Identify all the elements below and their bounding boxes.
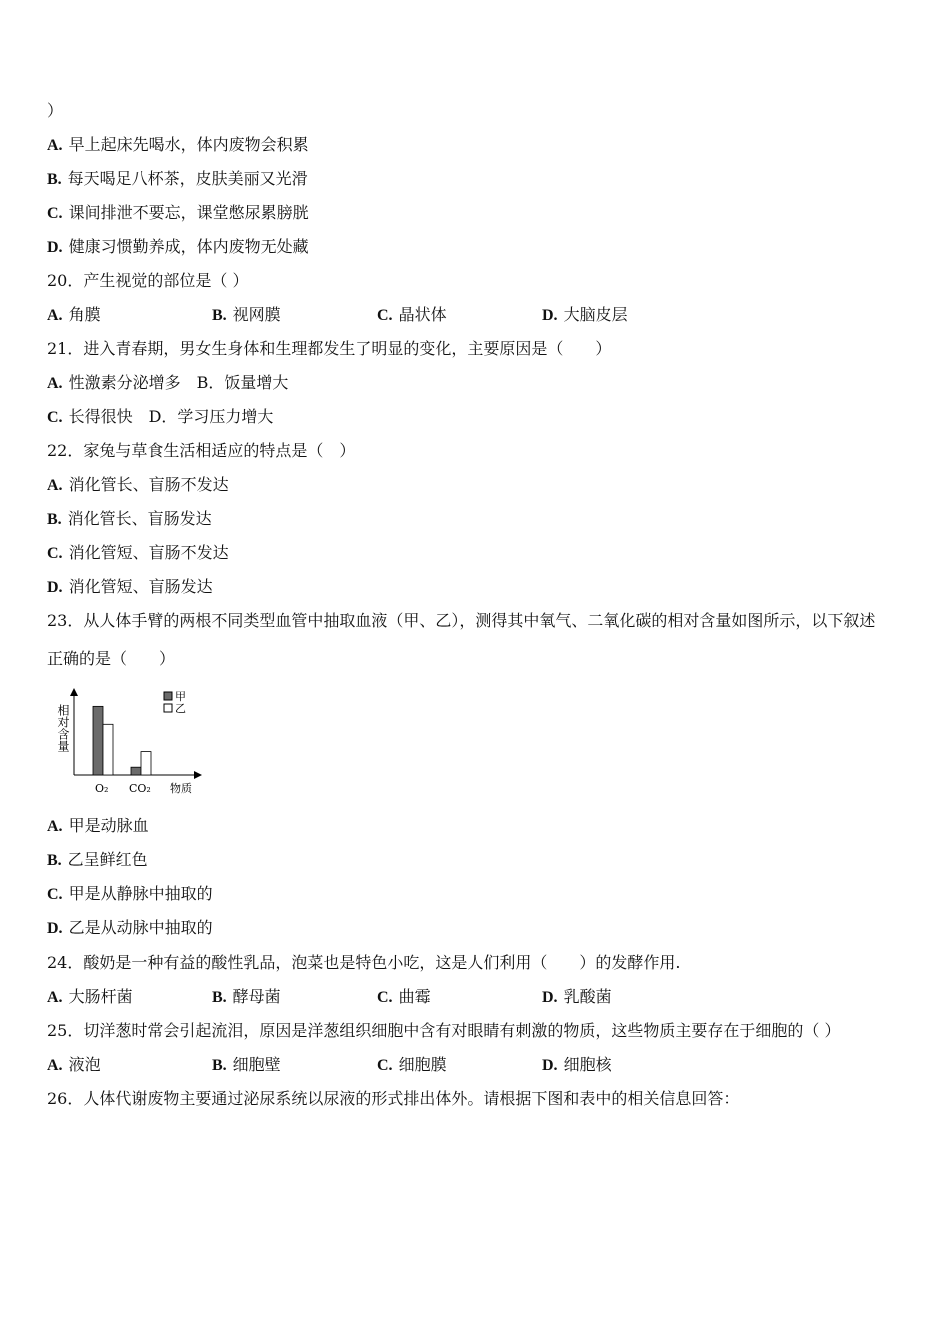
option-label: A. [47,307,63,324]
line-text: 24．酸奶是一种有益的酸性乳品，泡菜也是特色小吃，这是人们利用（ ）的发酵作用. [47,953,681,972]
question-text [47,649,175,669]
line-text: 消化管长、盲肠不发达 [68,475,229,494]
option-line [47,373,288,394]
option-c [377,305,447,326]
option-text: 大肠杆菌 [68,987,133,1006]
option-line [47,407,273,428]
option-label: C. [47,545,63,562]
option-label: B. [47,511,62,528]
option-label: C. [377,989,393,1006]
option-line [47,884,213,905]
option-line [47,475,229,496]
option-b [212,987,281,1008]
option-text: 乳酸菌 [563,987,612,1006]
option-b [212,1055,281,1076]
options-row [47,1055,927,1075]
question-text [47,339,611,359]
option-text: 视网膜 [232,305,281,324]
question-text [47,1021,840,1041]
question-text [47,101,63,121]
option-text: 大脑皮层 [563,305,628,324]
option-line [47,135,309,156]
option-label: B. [47,852,62,869]
option-text: 细胞膜 [398,1055,447,1074]
option-text: 酵母菌 [232,987,281,1006]
option-text: 细胞核 [563,1055,612,1074]
option-a [47,1055,101,1076]
options-row [47,987,927,1007]
option-text: 角膜 [68,305,101,324]
option-label: A. [47,137,63,154]
legend-swatch [164,692,172,700]
line-text: 20．产生视觉的部位是（ ） [47,271,249,290]
line-text: 消化管短、盲肠发达 [68,577,213,596]
question-text [47,271,248,291]
option-line [47,169,308,190]
option-label: A. [47,1057,63,1074]
line-text: 性激素分泌增多 B．饭量增大 [68,373,289,392]
line-text: 课间排泄不要忘，课堂憋尿累膀胱 [68,203,309,222]
line-text: 消化管短、盲肠不发达 [68,543,229,562]
option-a [47,305,101,326]
y-axis-arrow [70,688,78,696]
line-text: ） [47,101,64,120]
option-line [47,509,212,530]
option-d [542,1055,612,1076]
option-label: A. [47,818,63,835]
option-line [47,850,148,871]
bar-甲-1 [131,767,141,775]
option-line [47,543,229,564]
option-label: C. [377,307,393,324]
line-text: 正确的是（ ） [47,649,176,668]
option-label: D. [47,239,63,256]
option-label: A. [47,375,63,392]
option-label: C. [377,1057,393,1074]
line-text: 乙是从动脉中抽取的 [68,918,213,937]
option-label: D. [542,1057,558,1074]
line-text: 25．切洋葱时常会引起流泪，原因是洋葱组织细胞中含有对眼睛有刺激的物质，这些物质主要存在于细胞的（ ） [47,1021,841,1040]
line-text: 甲是从静脉中抽取的 [68,884,213,903]
legend-swatch [164,704,172,712]
option-text: 曲霉 [398,987,431,1006]
option-text: 液泡 [68,1055,101,1074]
question-text [47,953,680,973]
option-label: C. [47,409,63,426]
option-line [47,577,213,598]
option-label: A. [47,477,63,494]
option-label: D. [47,579,63,596]
option-line [47,816,149,837]
option-label: B. [212,989,227,1006]
line-text: 长得很快 D．学习压力增大 [68,407,274,426]
question-text [47,441,355,461]
option-label: B. [212,307,227,324]
option-line [47,203,309,224]
line-text: 甲是动脉血 [68,816,149,835]
legend-label: 乙 [175,702,186,715]
line-text: 消化管长、盲肠发达 [67,509,212,528]
option-text: 晶状体 [398,305,447,324]
option-d [542,987,612,1008]
option-label: B. [47,171,62,188]
question-text [47,611,875,631]
option-label: D. [542,307,558,324]
bar-甲-0 [93,706,103,775]
option-label: C. [47,205,63,222]
option-label: B. [212,1057,227,1074]
options-row [47,305,927,325]
line-text: 早上起床先喝水，体内废物会积累 [68,135,309,154]
option-line [47,237,309,258]
option-line [47,918,213,939]
blood-gas-bar-chart [44,684,214,799]
option-a [47,987,133,1008]
option-c [377,1055,447,1076]
option-label: A. [47,989,63,1006]
bar-乙-0 [103,724,113,775]
x-axis-arrow [194,771,202,779]
option-label: D. [47,920,63,937]
bar-乙-1 [141,752,151,775]
y-axis-label: 相对含量 [56,704,70,752]
line-text: 每天喝足八杯茶，皮肤美丽又光滑 [67,169,308,188]
line-text: 26．人体代谢废物主要通过泌尿系统以尿液的形式排出体外。请根据下图和表中的相关信息回答： [47,1089,740,1108]
option-label: D. [542,989,558,1006]
option-b [212,305,281,326]
option-text: 细胞壁 [232,1055,281,1074]
option-d [542,305,628,326]
line-text: 23．从人体手臂的两根不同类型血管中抽取血液（甲、乙），测得其中氧气、二氧化碳的相对含量如图所示，以下叙述 [47,611,876,630]
line-text: 乙呈鲜红色 [67,850,148,869]
legend-label: 甲 [175,690,186,703]
option-label: C. [47,886,63,903]
line-text: 22．家兔与草食生活相适应的特点是（ ） [47,441,356,460]
x-tick-label: O₂ [95,782,109,795]
question-text [47,1089,739,1109]
x-tick-label: CO₂ [129,782,151,795]
x-axis-label: 物质 [170,782,192,795]
line-text: 健康习惯勤养成，体内废物无处藏 [68,237,309,256]
line-text: 21．进入青春期，男女生身体和生理都发生了明显的变化，主要原因是（ ） [47,339,612,358]
option-c [377,987,431,1008]
